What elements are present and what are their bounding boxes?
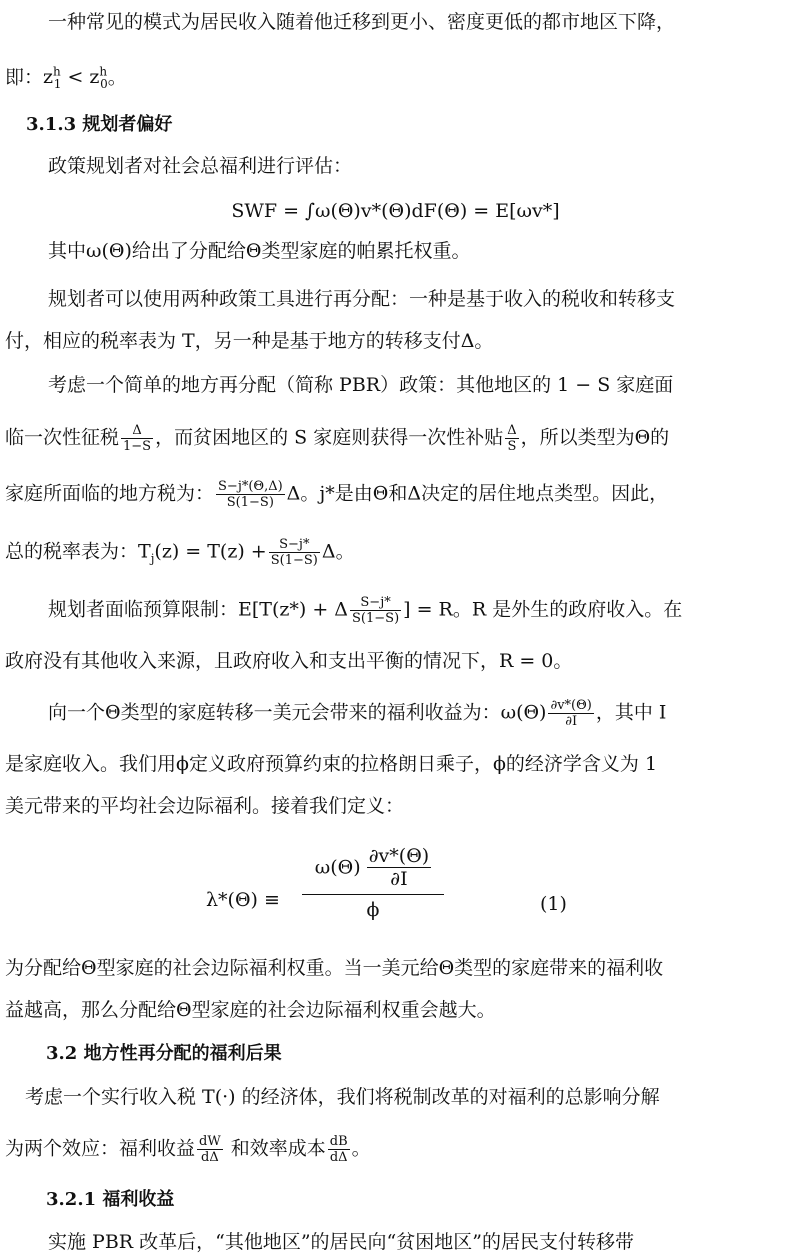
section-heading: 3.2 地方性再分配的福利后果: [46, 1043, 282, 1064]
fraction: $\frac{S-j*}{S(1-S)}$: [352, 595, 400, 626]
fraction: $\frac{dW}{d\Delta}$: [199, 1134, 221, 1165]
equation-1: [200, 845, 600, 935]
paragraph-line: 总的税率表为：$T_j(z) = T(z)$ + $\frac{S-j*}{S(1-S)}$ Δ。: [5, 537, 355, 568]
paragraph-line: 为两个效应：福利收益 $\frac{dW}{d\Delta}$ 和效率成本 $\frac{dB}{d\Delta}$ 。: [5, 1134, 371, 1165]
paragraph-line: 规划者可以使用两种政策工具进行再分配：一种是基于收入的税收和转移支: [48, 288, 676, 310]
paragraph-line: 考虑一个实行收入税 T(·) 的经济体，我们将税制改革的对福利的总影响分解: [25, 1086, 660, 1108]
paragraph-line: 向一个Θ类型的家庭转移一美元会带来的福利收益为：ω(Θ) $\frac{\partial v*(\Theta)}{\partial I}$ ，其中 I: [48, 698, 667, 729]
section-heading: 3.2.1 福利收益: [46, 1189, 175, 1210]
equation-number: (1): [540, 893, 567, 915]
inequality-math: $z^h_1 < z^h_0$: [43, 65, 108, 92]
paragraph-line: 规划者面临预算限制：E[T(z*) + Δ $\frac{S-j*}{S(1-S)}$ ] = R。R 是外生的政府收入。在: [48, 595, 683, 626]
paragraph-line: 付，相应的税率表为 T，另一种是基于地方的转移支付Δ。: [5, 330, 494, 352]
equation-lhs: λ*(Θ) ≡: [206, 889, 280, 911]
equation-fraction: ω(Θ) $\frac{\partial v*(\Theta)}{\partial I}$ ϕ: [302, 845, 444, 921]
fraction: $\frac{\Delta}{S}$: [507, 423, 517, 454]
fraction: $\frac{S-j*(\Theta,\Delta)}{S(1-S)}$: [218, 479, 283, 510]
paragraph-line: 家庭所面临的地方税为： $\frac{S-j*(\Theta,\Delta)}{S(1-S)}$ Δ。j*是由Θ和Δ决定的居住地点类型。因此，: [5, 479, 669, 510]
paragraph-line: 为分配给Θ型家庭的社会边际福利权重。当一美元给Θ类型的家庭带来的福利收: [5, 957, 664, 979]
fraction: $\frac{\partial v*(\Theta)}{\partial I}$: [550, 698, 592, 729]
paragraph-line: 政策规划者对社会总福利进行评估：: [48, 155, 353, 177]
paragraph-line: 政府没有其他收入来源，且政府收入和支出平衡的情况下，R = 0。: [5, 650, 573, 672]
fraction: $\frac{\Delta}{1-S}$: [123, 423, 152, 454]
section-heading: 3.1.3 规划者偏好: [26, 114, 173, 135]
paragraph-line: 即：$z^h_1 < z^h_0$。: [5, 65, 127, 92]
paragraph-line: 其中ω(Θ)给出了分配给Θ类型家庭的帕累托权重。: [48, 240, 471, 262]
paragraph-line: 美元带来的平均社会边际福利。接着我们定义：: [5, 795, 405, 817]
paragraph-line: 益越高，那么分配给Θ型家庭的社会边际福利权重会越大。: [5, 999, 496, 1021]
paragraph-line: 临一次性征税 $\frac{\Delta}{1-S}$ ，而贫困地区的 S 家庭则获得一次性补贴 $\frac{\Delta}{S}$ ，所以类型为Θ的: [5, 423, 670, 454]
paragraph-line: 是家庭收入。我们用ϕ定义政府预算约束的拉格朗日乘子，ϕ的经济学含义为 1: [5, 753, 658, 775]
paragraph-line: 实施 PBR 改革后，“其他地区”的居民向“贫困地区”的居民支付转移带: [48, 1231, 634, 1253]
equation-swf: SWF = ∫ω(Θ)v*(Θ)dF(Θ) = E[ωv*]: [231, 200, 560, 222]
fraction: $\frac{dB}{d\Delta}$: [329, 1134, 348, 1165]
paragraph-line: 一种常见的模式为居民收入随着他迁移到更小、密度更低的都市地区下降，: [48, 11, 676, 33]
fraction: $\frac{S-j*}{S(1-S)}$: [270, 537, 318, 568]
text: 即：: [5, 66, 44, 89]
paragraph-line: 考虑一个简单的地方再分配（简称 PBR）政策：其他地区的 1 − S 家庭面: [48, 374, 674, 396]
